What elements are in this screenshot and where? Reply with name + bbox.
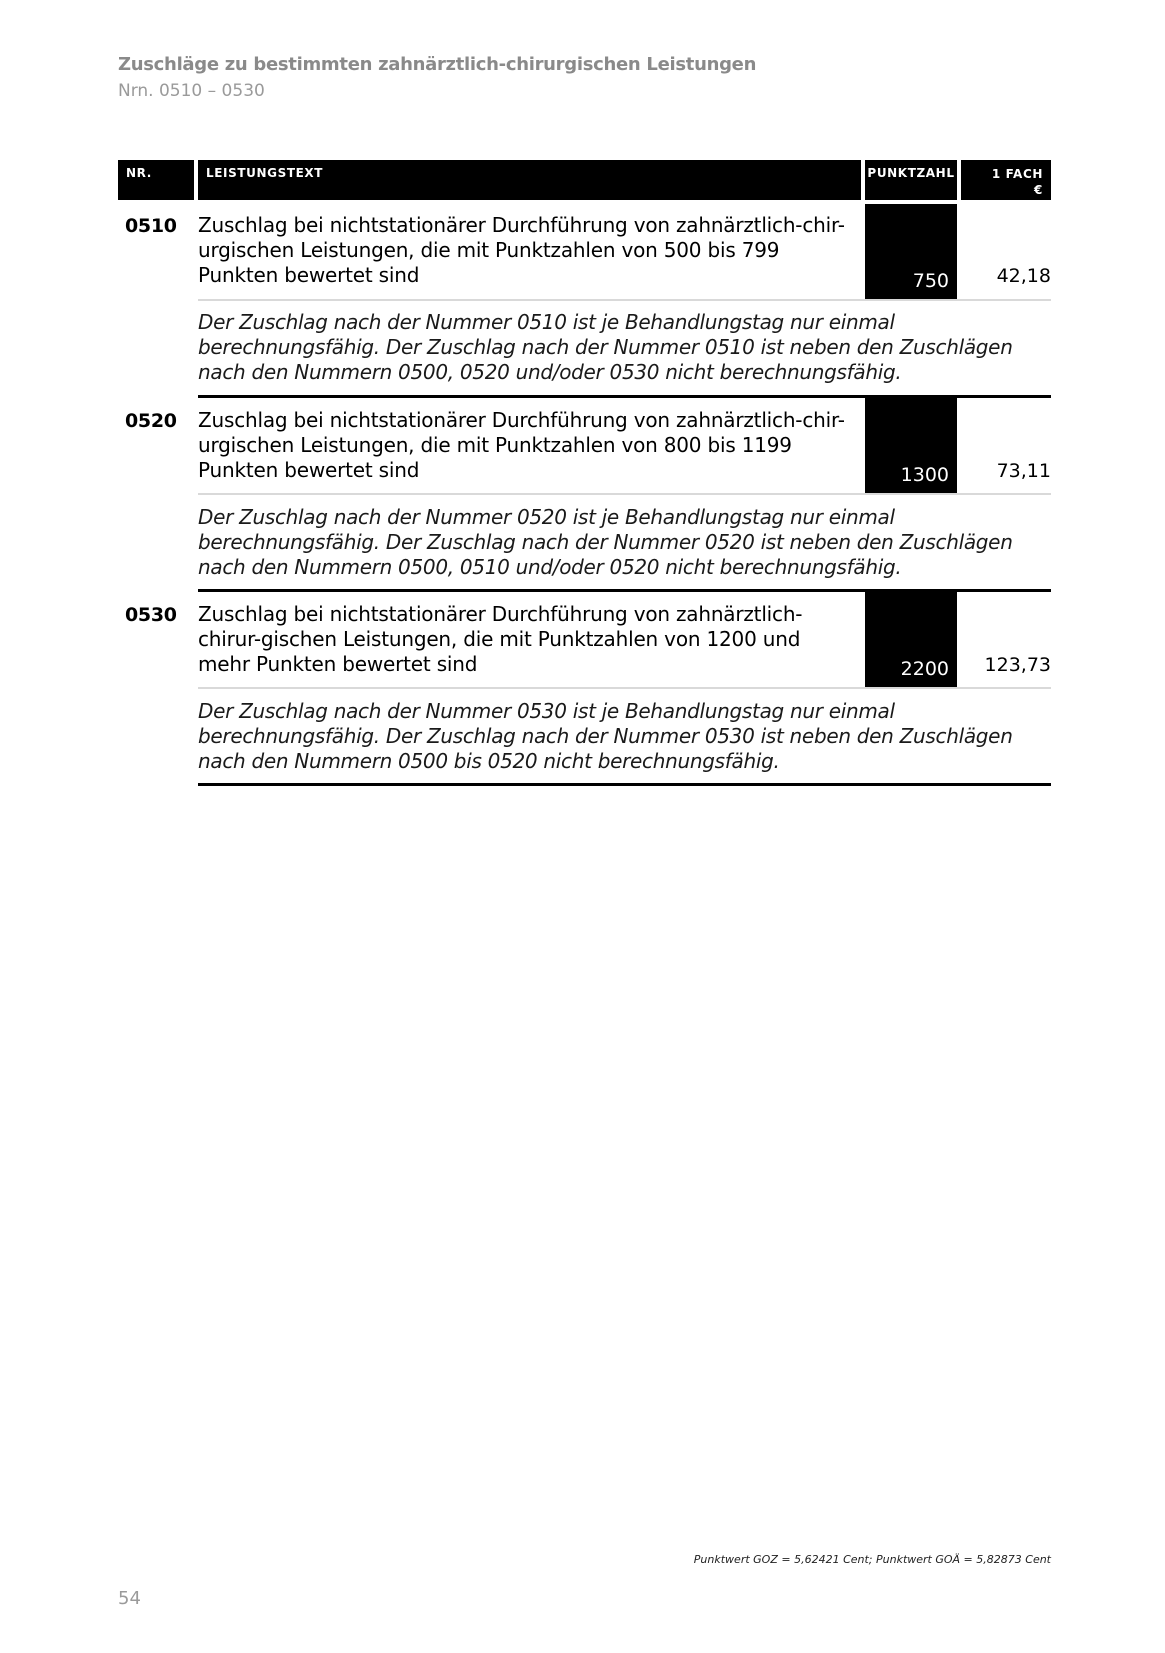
row-0510-text: Zuschlag bei nichtstationärer Durchführung von zahnärztlich-chir-urgischen Leistungen, die mit Punktzahlen von 500 bis 799 Punkten bewertet sind [198, 213, 845, 287]
row-0530-punktzahl: 2200 [900, 658, 949, 680]
column-header-currency: € [1034, 183, 1043, 197]
page-number: 54 [118, 1588, 141, 1609]
row-0520-punktzahl-box [865, 398, 957, 494]
row-0510-fach: 42,18 [996, 265, 1051, 287]
row-0530-divider [198, 687, 1051, 689]
column-header-punktzahl: PUNKTZAHL [865, 160, 957, 200]
page-subtitle: Nrn. 0510 – 0530 [118, 81, 265, 101]
row-0520-text: Zuschlag bei nichtstationärer Durchführung von zahnärztlich-chir-urgischen Leistungen, die mit Punktzahlen von 800 bis 1199 Punkten bewertet sind [198, 408, 845, 482]
row-0530-punktzahl-box [865, 592, 957, 688]
page-title: Zuschläge zu bestimmten zahnärztlich-chirurgischen Leistungen [118, 54, 757, 75]
row-0520-nr: 0520 [125, 410, 177, 432]
row-0510-divider [198, 299, 1051, 301]
row-0520-punktzahl: 1300 [900, 464, 949, 486]
column-header-1-fach-label: 1 FACH [991, 167, 1043, 181]
row-0520-fach: 73,11 [996, 460, 1051, 482]
column-header-leistungstext: LEISTUNGSTEXT [198, 160, 861, 200]
table-bottom-rule [198, 783, 1051, 786]
column-header-nr: NR. [118, 160, 194, 200]
row-0530-text: Zuschlag bei nichtstationärer Durchführung von zahnärztlich-chirur-gischen Leistungen, die mit Punktzahlen von 1200 und mehr Punkten bewertet sind [198, 602, 803, 676]
row-0520-note: Der Zuschlag nach der Nummer 0520 ist je Behandlungstag nur einmal berechnungsfähig. Der Zuschlag nach der Nummer 0520 ist neben den Zuschlägen nach den Nummern 0500, 0510 und/oder 0520 nicht berechnungsfähig. [198, 505, 1013, 579]
row-0520-divider [198, 493, 1051, 495]
page-header [118, 52, 756, 104]
row-0530-nr: 0530 [125, 604, 177, 626]
row-0510-nr: 0510 [125, 215, 177, 237]
column-header-1-fach [961, 160, 1051, 200]
row-0530-note: Der Zuschlag nach der Nummer 0530 ist je Behandlungstag nur einmal berechnungsfähig. Der Zuschlag nach der Nummer 0530 ist neben den Zuschlägen nach den Nummern 0500 bis 0520 nicht berechnungsfähig. [198, 699, 1013, 773]
row-0510-punktzahl: 750 [912, 270, 949, 292]
row-0530-fach: 123,73 [984, 654, 1051, 676]
row-0510-note: Der Zuschlag nach der Nummer 0510 ist je Behandlungstag nur einmal berechnungsfähig. Der Zuschlag nach der Nummer 0510 ist neben den Zuschlägen nach den Nummern 0500, 0520 und/oder 0530 nicht berechnungsfähig. [198, 310, 1013, 384]
punktwert-footnote: Punktwert GOZ = 5,62421 Cent; Punktwert GOÄ = 5,82873 Cent [693, 1553, 1051, 1566]
row-0510-punktzahl-box [865, 204, 957, 300]
